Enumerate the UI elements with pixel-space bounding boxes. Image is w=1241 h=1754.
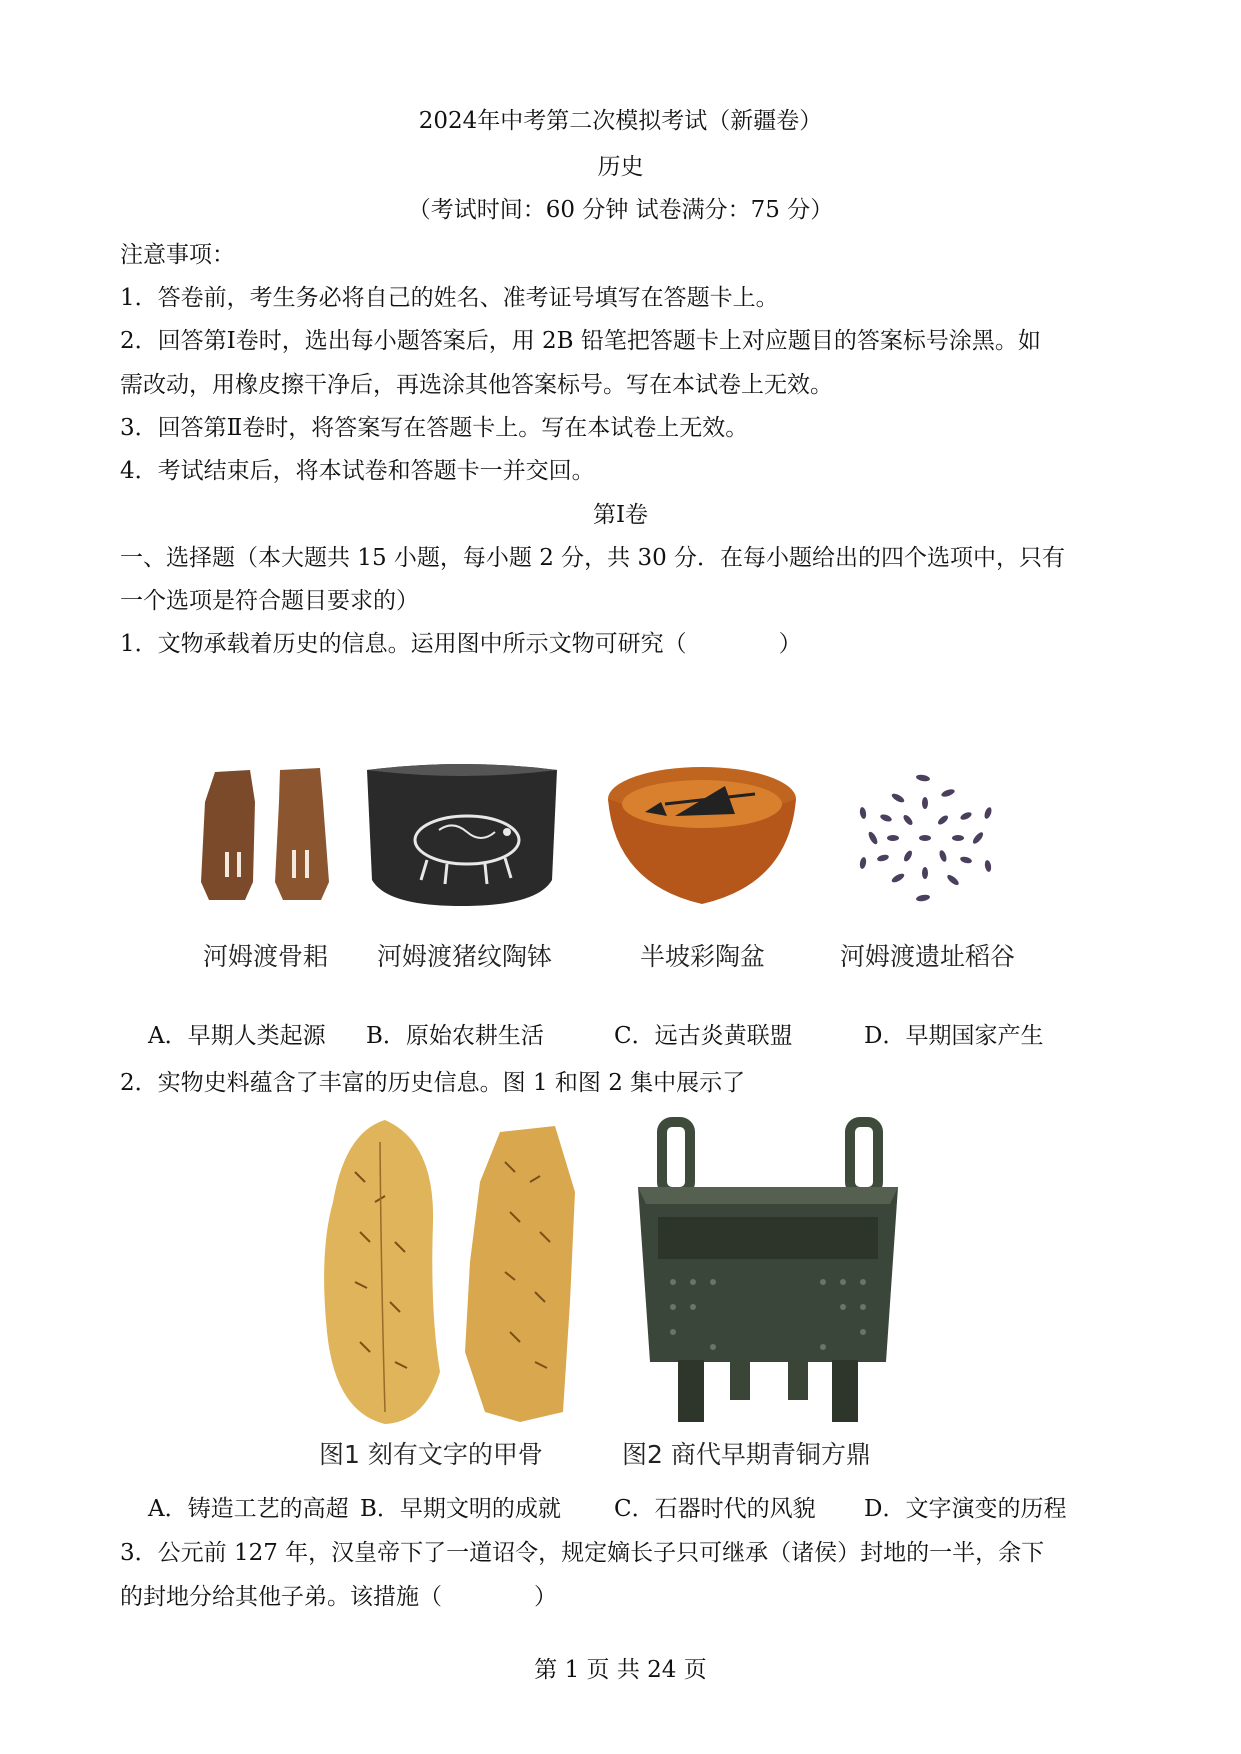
exam-title: 2024年中考第二次模拟考试（新疆卷） bbox=[418, 108, 823, 134]
note-item: 4．考试结束后，将本试卷和答题卡一并交回。 bbox=[120, 458, 595, 484]
option-c[interactable]: C．远古炎黄联盟 bbox=[614, 1023, 793, 1049]
caption-pig-bowl: 河姆渡猪纹陶钵 bbox=[377, 942, 553, 971]
option-d[interactable]: D．文字演变的历程 bbox=[864, 1496, 1067, 1522]
note-item: 需改动，用橡皮擦干净后，再选涂其他答案标号。写在本试卷上无效。 bbox=[120, 372, 833, 398]
caption-pottery-basin: 半坡彩陶盆 bbox=[640, 942, 766, 971]
time-info: （考试时间：60 分钟 试卷满分：75 分） bbox=[407, 197, 834, 223]
page-footer: 第 1 页 共 24 页 bbox=[534, 1657, 707, 1683]
figure-2-caption: 图2 商代早期青铜方鼎 bbox=[622, 1440, 871, 1469]
caption-rice: 河姆渡遗址稻谷 bbox=[840, 942, 1016, 971]
volume-title: 第Ⅰ卷 bbox=[592, 502, 649, 528]
bronze-ding-image bbox=[618, 1112, 918, 1432]
note-item: 1．答卷前，考生务必将自己的姓名、准考证号填写在答题卡上。 bbox=[120, 285, 779, 311]
option-b[interactable]: B．早期文明的成就 bbox=[360, 1496, 561, 1522]
rice-grains-image bbox=[838, 758, 1013, 918]
option-a[interactable]: A．铸造工艺的高超 bbox=[148, 1496, 349, 1522]
caption-bone-spade: 河姆渡骨耜 bbox=[203, 942, 329, 971]
option-c[interactable]: C．石器时代的风貌 bbox=[614, 1496, 816, 1522]
question-3-stem-cont: 的封地分给其他子弟。该措施（ ） bbox=[120, 1584, 557, 1610]
notes-heading: 注意事项： bbox=[120, 242, 235, 268]
oracle-bones-image bbox=[315, 1112, 587, 1432]
pig-pattern-bowl-image bbox=[357, 760, 567, 910]
option-b[interactable]: B．原始农耕生活 bbox=[366, 1023, 544, 1049]
option-d[interactable]: D．早期国家产生 bbox=[864, 1023, 1044, 1049]
painted-pottery-basin-image bbox=[605, 764, 800, 909]
question-1-options bbox=[148, 1021, 1098, 1051]
figure-1-caption: 图1 刻有文字的甲骨 bbox=[319, 1440, 543, 1469]
question-2-stem: 2．实物史料蕴含了丰富的历史信息。图 1 和图 2 集中展示了 bbox=[120, 1070, 746, 1096]
note-item: 2．回答第Ⅰ卷时，选出每小题答案后，用 2B 铅笔把答题卡上对应题目的答案标号涂黑。如 bbox=[120, 328, 1041, 354]
question-3-stem: 3．公元前 127 年，汉皇帝下了一道诏令，规定嫡长子只可继承（诸侯）封地的一半，余下 bbox=[120, 1540, 1045, 1566]
question-2-options bbox=[148, 1494, 1098, 1524]
question-1-stem: 1．文物承载着历史的信息。运用图中所示文物可研究（ ） bbox=[120, 631, 802, 657]
bone-spade-image bbox=[195, 762, 345, 912]
section-instructions-cont: 一个选项是符合题目要求的） bbox=[120, 588, 419, 614]
note-item: 3．回答第Ⅱ卷时，将答案写在答题卡上。写在本试卷上无效。 bbox=[120, 415, 749, 441]
subject-title: 历史 bbox=[597, 154, 644, 180]
section-instructions: 一、选择题（本大题共 15 小题，每小题 2 分，共 30 分．在每小题给出的四个选项中，只有 bbox=[120, 545, 1066, 571]
option-a[interactable]: A．早期人类起源 bbox=[148, 1023, 326, 1049]
